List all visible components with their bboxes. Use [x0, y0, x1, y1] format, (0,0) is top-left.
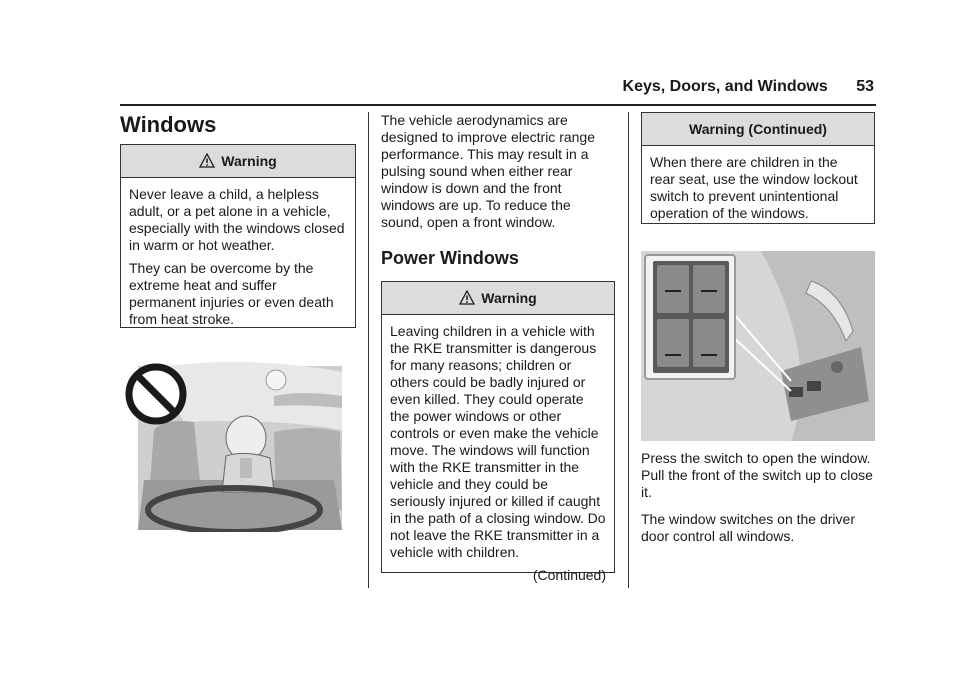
warning-paragraph: Never leave a child, a helpless adult, or a pet alone in a vehicle, especially with the windows closed in warm or hot weather. — [129, 186, 345, 253]
warning-paragraph: Leaving children in a vehicle with the RKE transmitter is dangerous for many reasons; children or others could be badly injured or even killed. They could operate the power windows or other controls or even make the vehicle move. The windows will function with the RKE transmitter in the vehicle and they could be seriously injured or killed if caught in the path of a closing window. Do not leave the RKE transmitter in a vehicle with children. — [390, 323, 606, 560]
warning-title: Warning (Continued) — [689, 120, 827, 137]
section-heading: Windows — [120, 112, 217, 137]
warning-paragraph: When there are children in the rear seat, use the window lockout switch to prevent unintentional operation of the windows. — [650, 154, 858, 221]
warning-header — [382, 282, 614, 315]
column-divider — [368, 112, 369, 588]
body-paragraph: Press the switch to open the window. Pull the front of the switch up to close it. — [641, 450, 873, 500]
child-in-car-illustration — [124, 360, 344, 532]
continued-label: (Continued) — [532, 567, 606, 583]
warning-paragraph: They can be overcome by the extreme heat and suffer permanent injuries or even death from heat stroke. — [129, 260, 334, 327]
warning-body — [642, 146, 874, 230]
warning-title: Warning — [221, 152, 277, 169]
window-switch-illustration — [641, 251, 875, 441]
warning-header — [642, 113, 874, 146]
warning-body — [382, 315, 614, 592]
warning-box — [381, 281, 615, 583]
column-1 — [120, 112, 356, 328]
column-divider — [628, 112, 629, 588]
warning-icon — [459, 290, 475, 306]
warning-box — [120, 144, 356, 328]
page-number: 53 — [856, 78, 874, 95]
intro-paragraph: The vehicle aerodynamics are designed to improve electric range performance. This may result in a pulsing sound when either rear window is down and the front windows are up. To reduce the sound, open a front window. — [381, 112, 596, 230]
column-3-text — [641, 450, 875, 545]
warning-icon — [199, 153, 215, 169]
header-rule — [120, 104, 876, 106]
warning-header — [121, 145, 355, 178]
warning-body — [121, 178, 355, 336]
page-header — [623, 78, 874, 96]
subsection-heading: Power Windows — [381, 248, 519, 268]
column-2 — [381, 112, 615, 583]
body-paragraph: The window switches on the driver door control all windows. — [641, 511, 855, 544]
column-3 — [641, 112, 875, 224]
prohibition-icon — [129, 367, 183, 421]
warning-title: Warning — [481, 289, 537, 306]
warning-continued-box — [641, 112, 875, 224]
section-title: Keys, Doors, and Windows — [622, 78, 828, 95]
